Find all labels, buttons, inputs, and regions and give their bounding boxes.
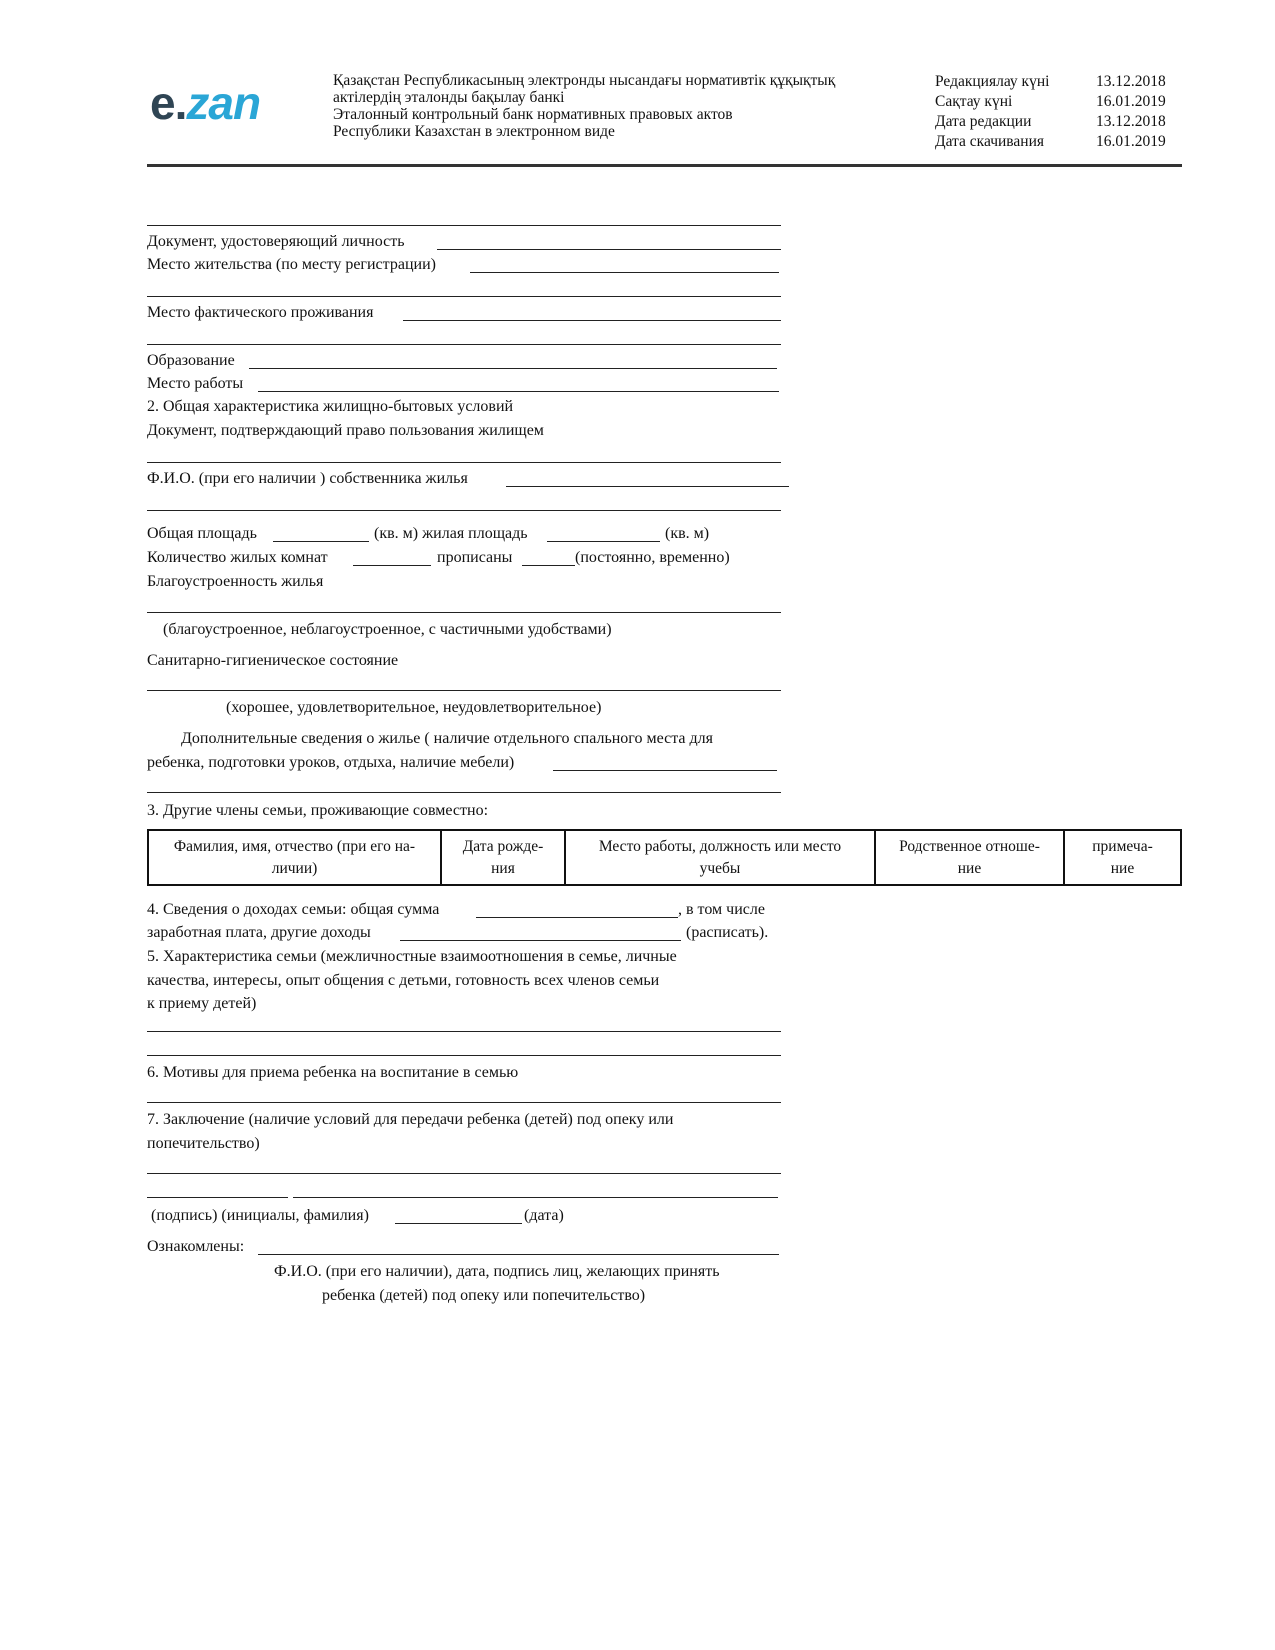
family-members-table	[147, 829, 1182, 886]
amenities-hint: (благоустроенное, неблагоустроенное, с частичными удобствами)	[163, 621, 612, 638]
section-2-title: 2. Общая характеристика жилищно-бытовых условий	[147, 398, 514, 415]
id-document-label: Документ, удостоверяющий личность	[147, 233, 405, 250]
signature-hint: (подпись) (инициалы, фамилия)	[151, 1207, 369, 1224]
extra-info-text: Дополнительные сведения о жилье ( наличие отдельного спального места для	[181, 730, 713, 747]
living-area-field[interactable]	[547, 541, 660, 542]
date-field[interactable]	[395, 1223, 522, 1224]
section-5-text: 5. Характеристика семьи (межличностные взаимоотношения в семье, личные	[147, 948, 677, 965]
meta-label: Дата скачивания	[935, 133, 1045, 150]
education-label: Образование	[147, 352, 235, 369]
id-document-field[interactable]	[437, 249, 781, 250]
meta-value: 13.12.2018	[1096, 113, 1166, 130]
acquainted-field[interactable]	[258, 1254, 779, 1255]
actual-residence-field[interactable]	[403, 320, 781, 321]
family-characteristics-field[interactable]	[147, 1031, 781, 1032]
family-characteristics-field[interactable]	[147, 1055, 781, 1056]
work-field[interactable]	[258, 391, 779, 392]
section-5-text: к приему детей)	[147, 995, 257, 1012]
acquainted-label: Ознакомлены:	[147, 1238, 245, 1255]
initials-field[interactable]	[293, 1197, 778, 1198]
sanitary-field[interactable]	[147, 690, 781, 691]
residence-field[interactable]	[470, 272, 779, 273]
ezan-logo	[150, 77, 261, 129]
sanitary-label: Санитарно-гигиеническое состояние	[147, 652, 399, 669]
blank-line	[147, 225, 781, 226]
meta-label: Дата редакции	[935, 113, 1032, 130]
sanitary-hint: (хорошее, удовлетворительное, неудовлетворительное)	[226, 699, 602, 716]
section-3-title: 3. Другие члены семьи, проживающие совместно:	[147, 802, 489, 819]
meta-value: 16.01.2019	[1096, 93, 1166, 110]
section-7-text: 7. Заключение (наличие условий для передачи ребенка (детей) под опеку или	[147, 1111, 674, 1128]
header-line: Эталонный контрольный банк нормативных правовых актов	[333, 106, 733, 123]
meta-row	[935, 92, 1166, 112]
section-7-text: попечительство)	[147, 1135, 260, 1152]
housing-document-field[interactable]	[147, 462, 781, 463]
sqm-unit-label: (кв. м)	[665, 525, 710, 542]
header-text: учебы	[699, 859, 741, 877]
salary-field[interactable]	[400, 940, 681, 941]
meta-value: 16.01.2019	[1096, 133, 1166, 150]
registered-label: прописаны	[437, 549, 513, 566]
meta-label: Сақтау күні	[935, 93, 1013, 110]
header-text: Дата рожде-	[462, 837, 544, 855]
header-line: актілердің эталонды бақылау банкі	[333, 89, 565, 106]
section-6-title: 6. Мотивы для приема ребенка на воспитание в семью	[147, 1064, 519, 1081]
table-header-row	[148, 830, 1181, 885]
date-hint: (дата)	[524, 1207, 564, 1224]
blank-line	[147, 296, 781, 297]
conclusion-field[interactable]	[147, 1173, 781, 1174]
header-line: Республики Казахстан в электронном виде	[333, 123, 615, 140]
header-divider	[147, 164, 1182, 167]
rooms-label: Количество жилых комнат	[147, 549, 328, 566]
meta-row	[935, 112, 1166, 132]
total-area-label: Общая площадь	[147, 525, 257, 542]
education-field[interactable]	[249, 368, 777, 369]
header-meta	[935, 72, 1166, 152]
rooms-field[interactable]	[353, 565, 431, 566]
salary-label-suffix: (расписать).	[686, 924, 769, 941]
header-text: Родственное отноше-	[899, 837, 1040, 855]
header-text: Место работы, должность или место	[598, 837, 842, 855]
col-header-birthdate	[441, 830, 565, 885]
registered-type-label: (постоянно, временно)	[575, 549, 730, 566]
meta-row	[935, 72, 1166, 92]
amenities-label: Благоустроенность жилья	[147, 573, 324, 590]
extra-info-text: ребенка, подготовки уроков, отдыха, наличие мебели)	[147, 754, 515, 771]
owner-name-label: Ф.И.О. (при его наличии ) собственника жилья	[147, 470, 468, 487]
col-header-notes	[1064, 830, 1181, 885]
work-label: Место работы	[147, 375, 244, 392]
header-text: ние	[957, 859, 982, 877]
header-text: личии)	[271, 859, 318, 877]
header-text: Фамилия, имя, отчество (при его на-	[173, 837, 416, 855]
registered-field[interactable]	[522, 565, 575, 566]
total-area-field[interactable]	[273, 541, 369, 542]
actual-residence-label: Место фактического проживания	[147, 304, 374, 321]
owner-name-field[interactable]	[506, 486, 789, 487]
meta-label: Редакциялау күні	[935, 73, 1050, 90]
income-label: 4. Сведения о доходах семьи: общая сумма	[147, 901, 440, 918]
salary-label: заработная плата, другие доходы	[147, 924, 371, 941]
motives-field[interactable]	[147, 1102, 781, 1103]
col-header-workplace	[565, 830, 875, 885]
header-text: ние	[1110, 859, 1135, 877]
housing-document-label: Документ, подтверждающий право пользования жилищем	[147, 422, 544, 439]
header-description	[333, 72, 893, 140]
blank-line	[147, 510, 781, 511]
header-text: ния	[491, 859, 515, 877]
blank-line	[147, 792, 781, 793]
extra-info-field[interactable]	[553, 770, 777, 771]
logo-part-e: e.	[150, 77, 187, 129]
col-header-relationship	[875, 830, 1064, 885]
living-area-label: (кв. м) жилая площадь	[374, 525, 528, 542]
signature-field[interactable]	[147, 1197, 288, 1198]
meta-value: 13.12.2018	[1096, 73, 1166, 90]
meta-row	[935, 132, 1166, 152]
header-line: Қазақстан Республикасының электронды нысандағы нормативтік құқықтық	[333, 72, 836, 89]
acquainted-hint: ребенка (детей) под опеку или попечительство)	[322, 1287, 646, 1304]
section-5-text: качества, интересы, опыт общения с детьми, готовность всех членов семьи	[147, 972, 660, 989]
residence-label: Место жительства (по месту регистрации)	[147, 256, 436, 273]
income-label-suffix: , в том числе	[678, 901, 765, 918]
logo-part-zan: zan	[186, 77, 261, 129]
acquainted-hint: Ф.И.О. (при его наличии), дата, подпись лиц, желающих принять	[274, 1263, 720, 1280]
amenities-field[interactable]	[147, 612, 781, 613]
header-text: примеча-	[1092, 837, 1153, 855]
blank-line	[147, 344, 781, 345]
col-header-name	[148, 830, 441, 885]
income-total-field[interactable]	[476, 917, 678, 918]
